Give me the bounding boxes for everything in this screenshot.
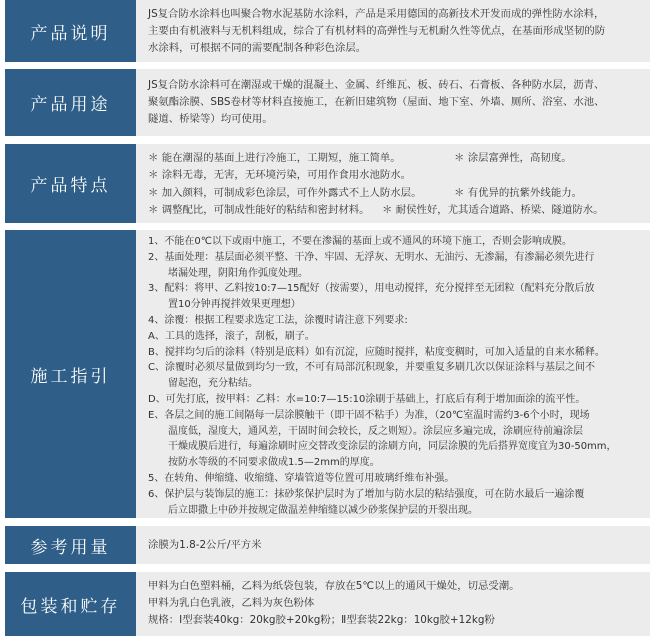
section-intro <box>0 0 650 62</box>
section-features <box>0 144 650 223</box>
packaging-line: 甲料为乳白色乳液，乙料为灰色粉体 <box>148 597 315 609</box>
section-construction <box>0 230 650 518</box>
section-usage <box>0 69 650 136</box>
intro-line: JS复合防水涂料也叫聚合物水泥基防水涂料，产品是采用德国的高新技术开发而成的弹性防水涂料， <box>148 8 605 20</box>
step-line: B、搅拌均匀后的涂料（特别是底料）如有沉淀，应随时搅拌，粘度变稠时，可加入适量的自来水稀释。 <box>148 346 605 358</box>
usage-text <box>136 69 650 136</box>
section-dosage <box>0 526 650 564</box>
step-line: 留起泡，充分粘结。 <box>148 378 258 390</box>
step-line: 置10分钟再搅拌效果更理想） <box>148 299 301 311</box>
packaging-line: 甲料为白色塑料桶，乙料为纸袋包装，存放在5℃以上的通风干燥处，切忌受潮。 <box>148 580 520 592</box>
usage-line: 聚氨酯涂膜、SBS卷材等材料直接施工，在新旧建筑物（屋面、地下室、外墙、厕所、浴室、水池、 <box>148 96 605 108</box>
step-line: 按防水等级的不同要求做成1.5—2mm的厚度。 <box>148 457 380 469</box>
feature-item: ＊ 调整配比，可制成性能好的粘结和密封材料。 <box>148 203 370 216</box>
step-line: E、各层之间的施工间隔每一层涂膜触干（即干固不粘手）为准，（20℃室温时需约3-6个小时，现场 <box>148 409 590 421</box>
step-line: 5、在转角、伸缩缝、收缩缝、穿墙管道等位置可用玻璃纤维布补强。 <box>148 472 455 484</box>
features-list <box>136 144 650 223</box>
section-packaging <box>0 572 650 636</box>
section-label-dosage: 参考用量 <box>5 526 136 564</box>
packaging-text <box>136 572 650 636</box>
feature-item: ＊ 加入颜料，可制成彩色涂层，可作外露式不上人防水层。 <box>148 186 422 199</box>
dosage-text <box>136 526 650 564</box>
usage-line: JS复合防水涂料可在潮湿或干燥的混凝土、金属、纤维瓦、板、砖石、石膏板、各种防水层，沥青、 <box>148 79 605 91</box>
intro-line: 主要由有机液料与无机料组成，综合了有机材料的高弹性与无机耐久性等优点，在基面形成坚韧的防 <box>148 25 606 37</box>
intro-text <box>136 0 650 62</box>
step-line: 堵漏处理，阴阳角作弧度处理。 <box>148 267 308 279</box>
step-line: D、可先打底，按甲料：乙料：水=10:7—15:10涂刷于基础上，打底后有利于增加面涂的流平性。 <box>148 393 586 405</box>
usage-line: 隧道、桥梁等）均可使用。 <box>148 113 273 125</box>
section-label-usage: 产品用途 <box>5 69 136 136</box>
feature-item: ＊ 有优异的抗紫外线能力。 <box>454 186 582 199</box>
packaging-line: 规格：Ⅰ型套装40kg：20kg胶+20kg粉；Ⅱ型套装22kg：10kg胶+12kg粉 <box>148 614 495 626</box>
step-line: 2、基面处理：基层面必须平整、干净、牢固、无浮灰、无明水、无油污、无渗漏，有渗漏必须先进行 <box>148 251 595 263</box>
construction-steps <box>136 230 650 518</box>
step-line: 4、涂覆：根据工程要求选定工法，涂覆时请注意下列要求: <box>148 314 408 326</box>
step-line: 干燥成膜后进行，每遍涂刷时应交替改变涂层的涂刷方向，同层涂膜的先后搭界宽度宜为30-50mm， <box>148 441 617 453</box>
step-line: A、工具的选择，滚子，刮板，刷子。 <box>148 330 315 342</box>
feature-item: ＊ 涂层富弹性，高韧度。 <box>454 152 572 164</box>
step-line: 后立即撒上中砂并按规定做温差伸缩缝以减少砂浆保护层的开裂出现。 <box>148 504 478 516</box>
intro-line: 水涂料，可根据不同的需要配制各种彩色涂层。 <box>148 42 367 54</box>
section-label-features: 产品特点 <box>5 144 136 223</box>
feature-item: ＊ 能在潮湿的基面上进行冷施工，工期短，施工简单。 <box>148 152 401 164</box>
feature-item: ＊ 涂料无毒，无害，无环境污染，可用作食用水池防水。 <box>148 169 412 182</box>
section-label-intro: 产品说明 <box>5 0 136 62</box>
section-label-construction: 施工指引 <box>5 230 136 518</box>
section-label-packaging: 包装和贮存 <box>5 572 136 636</box>
step-line: 6、保护层与装饰层的施工：抹砂浆保护层时为了增加与防水层的粘结强度，可在防水最后一遍涂覆 <box>148 488 585 500</box>
step-line: 1、不能在0℃以下或雨中施工，不要在渗漏的基面上或不通风的环境下施工，否则会影响成膜。 <box>148 236 572 247</box>
dosage-line: 涂膜为1.8-2公斤/平方米 <box>148 539 262 551</box>
step-line: 3、配料：将甲、乙料按10:7—15配好（按需要），用电动搅拌，充分搅拌至无团粒（配料充分散后放 <box>148 283 595 295</box>
feature-item: ＊ 耐侯性好，尤其适合道路、桥梁、隧道防水。 <box>382 203 604 216</box>
step-line: 温度低，湿度大，通风差，干固时间会较长，反之则短）。涂层应多遍完成，涂刷应待前遍涂层 <box>148 425 583 437</box>
step-line: C、涂覆时必须尽量做到均匀一致，不可有局部沉积现象，并要重复多刷几次以保证涂料与基层之间不 <box>148 362 595 374</box>
